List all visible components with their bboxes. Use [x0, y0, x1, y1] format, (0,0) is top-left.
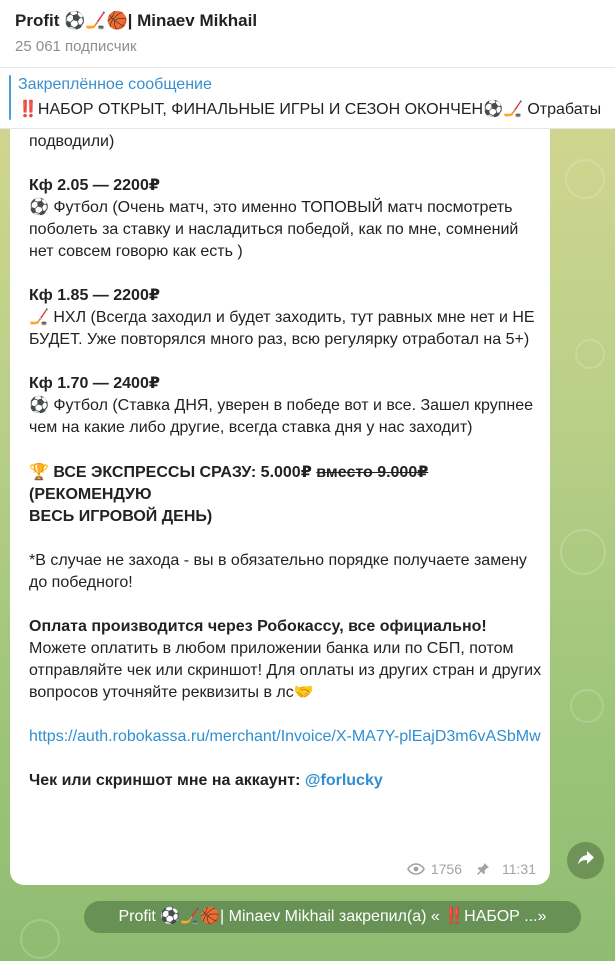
express-old-price: вместо 9.000₽ [316, 464, 429, 481]
share-arrow-icon [577, 850, 595, 871]
channel-post[interactable] [10, 129, 550, 885]
account-handle-link[interactable]: @forlucky [304, 772, 383, 789]
chat-header[interactable] [0, 0, 615, 68]
receipt-text: Чек или скриншот мне на аккаунт: [29, 772, 301, 789]
guarantee-text: *В случае не захода - вы в обязательно порядке получаете замену до победного! [29, 552, 527, 591]
pinned-text: ‼️НАБОР ОТКРЫТ, ФИНАЛЬНЫЕ ИГРЫ И СЕЗОН ОКОНЧЕН⚽🏒 Отрабаты [18, 101, 602, 118]
payment-link[interactable]: https://auth.robokassa.ru/merchant/Invoice/X-MA7Y-plEajD3m6vASbMw [29, 728, 541, 745]
express-recommend: (РЕКОМЕНДУЮ [29, 486, 152, 503]
pinned-label: Закреплённое сообщение [18, 76, 212, 93]
bet-block-1 [29, 175, 544, 263]
bet-block-2 [29, 285, 544, 351]
express-block [29, 461, 544, 528]
payment-block [29, 616, 544, 704]
wallpaper-doodle [560, 529, 606, 575]
payment-desc: Можете оплатить в любом приложении банка или по СБП, потом отправляйте чек или скриншот! Для оплаты из других стран и других вопросов уточняйте реквизиты в лс🤝 [29, 640, 542, 701]
express-price: ВСЕ ЭКСПРЕССЫ СРАЗУ: 5.000₽ [53, 464, 312, 481]
chat-area [0, 129, 615, 961]
payment-title: Оплата производится через Робокассу, все официально! [29, 618, 487, 635]
receipt-block [29, 770, 544, 792]
pin-icon [476, 862, 490, 876]
pinned-service-message[interactable]: Profit ⚽🏒🏀| Minaev Mikhail закрепил(а) « ‼️НАБОР ...» [84, 901, 581, 933]
bet-odds-2: Кф 1.85 — 2200₽ [29, 287, 160, 304]
wallpaper-doodle [565, 159, 605, 199]
bet-desc-1: ⚽ Футбол (Очень матч, это именно ТОПОВЫЙ матч посмотреть поболеть за ставку и насладиться победой, как по мне, сомнений нет совсем говорю как есть ) [29, 199, 519, 260]
wallpaper-doodle [20, 919, 60, 959]
bet-odds-1: Кф 2.05 — 2200₽ [29, 177, 160, 194]
share-button[interactable] [567, 842, 604, 879]
pinned-message-bar[interactable] [0, 68, 615, 129]
channel-title[interactable]: Profit ⚽🏒🏀| Minaev Mikhail [15, 11, 258, 30]
subscriber-count: 25 061 подписчик [15, 38, 137, 55]
trophy-icon: 🏆 [29, 462, 49, 481]
wallpaper-doodle [570, 689, 604, 723]
post-intro: подводили) [29, 133, 115, 150]
pinned-indicator [9, 75, 11, 120]
bet-block-3 [29, 373, 544, 439]
bet-odds-3: Кф 1.70 — 2400₽ [29, 375, 160, 392]
post-text[interactable] [29, 129, 544, 814]
wallpaper-doodle [575, 339, 605, 369]
bet-desc-3: ⚽ Футбол (Ставка ДНЯ, уверен в победе вот и все. Зашел крупнее чем на какие либо другие, всегда ставка дня у нас заходит) [29, 397, 534, 436]
post-time: 11:31 [502, 861, 536, 877]
eye-icon [407, 863, 425, 875]
post-meta [407, 861, 536, 877]
view-count: 1756 [430, 861, 462, 877]
bet-desc-2: 🏒 НХЛ (Всегда заходил и будет заходить, тут равных мне нет и НЕ БУДЕТ. Уже повторялся много раз, всю регулярку отработал на 5+) [29, 309, 535, 348]
express-whole-day: ВЕСЬ ИГРОВОЙ ДЕНЬ) [29, 508, 213, 525]
payment-link-block [29, 726, 544, 748]
